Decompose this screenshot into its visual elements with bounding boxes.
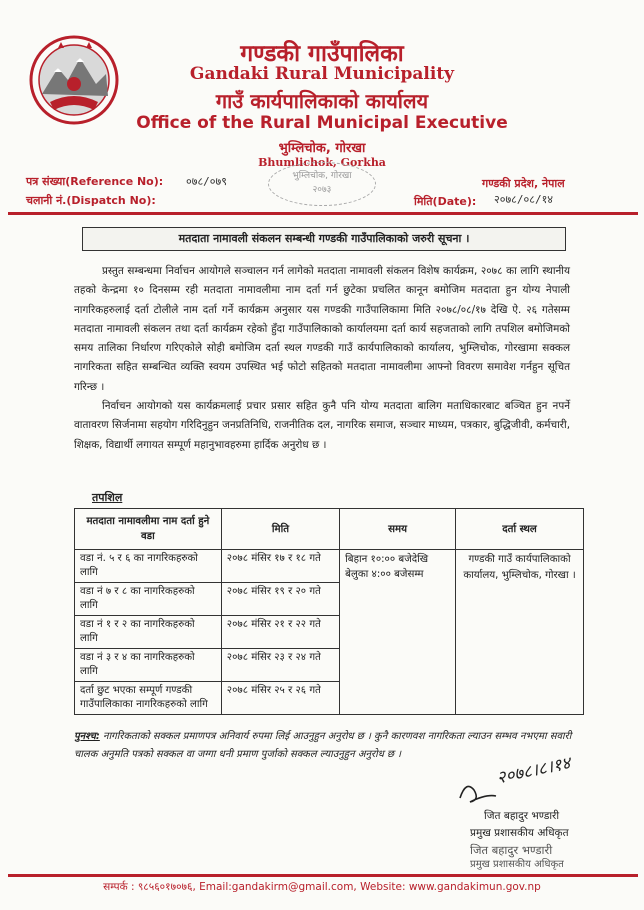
signatory-title: प्रमुख प्रशासकीय अधिकृत [470, 827, 569, 839]
stamp-year: २०७३ [312, 185, 332, 195]
reference-value: ०७८/०७९ [186, 175, 227, 188]
date-label: मिति(Date): [414, 195, 477, 208]
body-paragraph-2: निर्वाचन आयोगको यस कार्यक्रमलाई प्रचार प्रसार सहित कुनै पनि योग्य मतदाता बालिग मताधिकारबाट बञ्चित हुन नपर्ने वातावरण सिर्जनामा सहयोग गरिदिनुहुन जनप्रतिनिधि, राजनीतिक दल, नागरिक समाज, सञ्चार माध्यम, पत्रकार, बुद्धिजीवी, कर्मचारी, शिक्षक, विद्यार्थी लगायत सम्पूर्ण महानुभावहरुमा हार्दिक अनुरोध छ । [74, 400, 570, 451]
stamp-line: भुम्लिचोक, गोरखा [292, 171, 352, 181]
office-title-np: गाउँ कार्यपालिकाको कार्यालय [215, 89, 429, 113]
table-row [75, 550, 584, 583]
date-cell: २०७८ मंसिर १९ र २० गते [221, 583, 339, 616]
header-date: मिति [221, 509, 339, 550]
ward-cell: दर्ता छुट भएका सम्पूर्ण गण्डकी गाउँपालिकाका नागरिकहरुको लागि [75, 682, 222, 715]
header-venue: दर्ता स्थल [456, 509, 584, 550]
postscript-label: पुनश्च: [74, 731, 100, 742]
date-cell: २०७८ मंसिर १७ र १८ गते [221, 550, 339, 583]
dispatch-label: चलानी नं.(Dispatch No): [26, 194, 156, 207]
stamp-name: जित बहादुर भण्डारी [470, 843, 553, 857]
place-en: Bhumlichok, Gorkha [258, 156, 386, 169]
header-ward: मतदाता नामावलीमा नाम दर्ता हुने वडा [75, 509, 222, 550]
postscript-note [74, 728, 594, 764]
ward-cell: वडा नं. ५ र ६ का नागरिकहरुको लागि [75, 550, 222, 583]
footer-divider [8, 874, 638, 877]
ward-cell: वडा नं ७ र ८ का नागरिकहरुको लागि [75, 583, 222, 616]
body-paragraph-1: प्रस्तुत सम्बन्धमा निर्वाचन आयोगले सञ्चालन गर्न लागेको मतदाता नामावली संकलन विशेष कार्यक्रम, २०७८ का लागि स्थानीय तहको केन्द्रमा १० दिनसम्म रही मतदाता नामावलीमा नाम दर्ता गर्न छुटेका प्रचलित कानून बमोजिम मतदाता हुन योग्य नेपाली नागरिकहरुलाई दर्ता टोलीले नाम दर्ता गर्ने कार्यक्रम अनुसार यस गण्डकी गाउँपालिकामा मिति २०७८/०८/१७ देखि ऐ. २६ गतेसम्म मतदाता नामावली संकलन तथा दर्ता कार्यक्रम रहेको हुँदा गाउँपालिकाको कार्यालयमा दर्ता कार्य सहजताको लागि तपशिल बमोजिमको समय तालिका निर्धारण गरिएकोले सोही बमोजिम दर्ता स्थल गण्डकी गाउँ कार्यपालिकाको कार्यालय, भुम्लिचोक, गोरखामा सक्कल नागरिकता सहित सम्बन्धित व्यक्ति स्वयम उपस्थित भई फोटो सहितको मतदाता नामावलीमा आफ्नो विवरण समावेश गर्नहुन सूचित गरिन्छ । [74, 265, 570, 393]
postscript-text: नागरिकताको सक्कल प्रमाणपत्र अनिवार्य रुपमा लिई आउनुहुन अनुरोध छ । कुनै कारणवश नागरिकता ल्याउन सम्भव नभएमा सवारी चालक अनुमति पत्रको सक्कल वा जग्गा धनी प्रमाण पुर्जाको सक्कल ल्याउनुहुन अनुरोध छ । [74, 731, 572, 760]
province-label: गण्डकी प्रदेश, नेपाल [482, 177, 565, 190]
municipality-title-np: गण्डकी गाउँपालिका [240, 41, 404, 67]
date-cell: २०७८ मंसिर २३ र २४ गते [221, 649, 339, 682]
schedule-header-row [75, 509, 584, 550]
office-title-en: Office of the Rural Municipal Executive [136, 113, 508, 133]
notice-title: मतदाता नामावली संकलन सम्बन्धी गण्डकी गाउँपालिकाको जरुरी सूचना । [82, 227, 566, 251]
date-cell: २०७८ मंसिर २५ र २६ गते [221, 682, 339, 715]
ward-cell: वडा नं १ र २ का नागरिकहरुको लागि [75, 616, 222, 649]
header-divider [8, 212, 638, 215]
venue-cell: गण्डकी गाउँ कार्यपालिकाको कार्यालय, भुम्लिचोक, गोरखा । [456, 550, 584, 715]
date-cell: २०७८ मंसिर २१ र २२ गते [221, 616, 339, 649]
ward-cell: वडा नं ३ र ४ का नागरिकहरुको लागि [75, 649, 222, 682]
footer-contact: सम्पर्क : ९८५६०१७०७६, Email:gandakirm@gmail.com, Website: www.gandakimun.gov.np [103, 881, 541, 893]
time-cell: बिहान १०:०० बजेदेखि बेलुका ४:०० बजेसम्म [340, 550, 456, 715]
reference-label: पत्र संख्या(Reference No): [26, 175, 164, 188]
handwritten-date: २०७८।८।१४ [495, 753, 573, 789]
notice-body [74, 262, 570, 455]
header-time: समय [340, 509, 456, 550]
place-np: भुम्लिचोक, गोरखा [278, 141, 366, 156]
schedule-caption: तपशिल [92, 491, 123, 504]
date-value: २०७८/०८/१४ [494, 193, 554, 206]
signatory-stamp [470, 842, 564, 872]
office-stamp [268, 162, 376, 206]
schedule-table [74, 508, 584, 715]
signatory-name: जित बहादुर भण्डारी [484, 810, 560, 822]
municipality-title-en: Gandaki Rural Municipality [189, 64, 455, 84]
handwritten-signature [456, 776, 616, 808]
stamp-title: प्रमुख प्रशासकीय अधिकृत [470, 859, 564, 870]
